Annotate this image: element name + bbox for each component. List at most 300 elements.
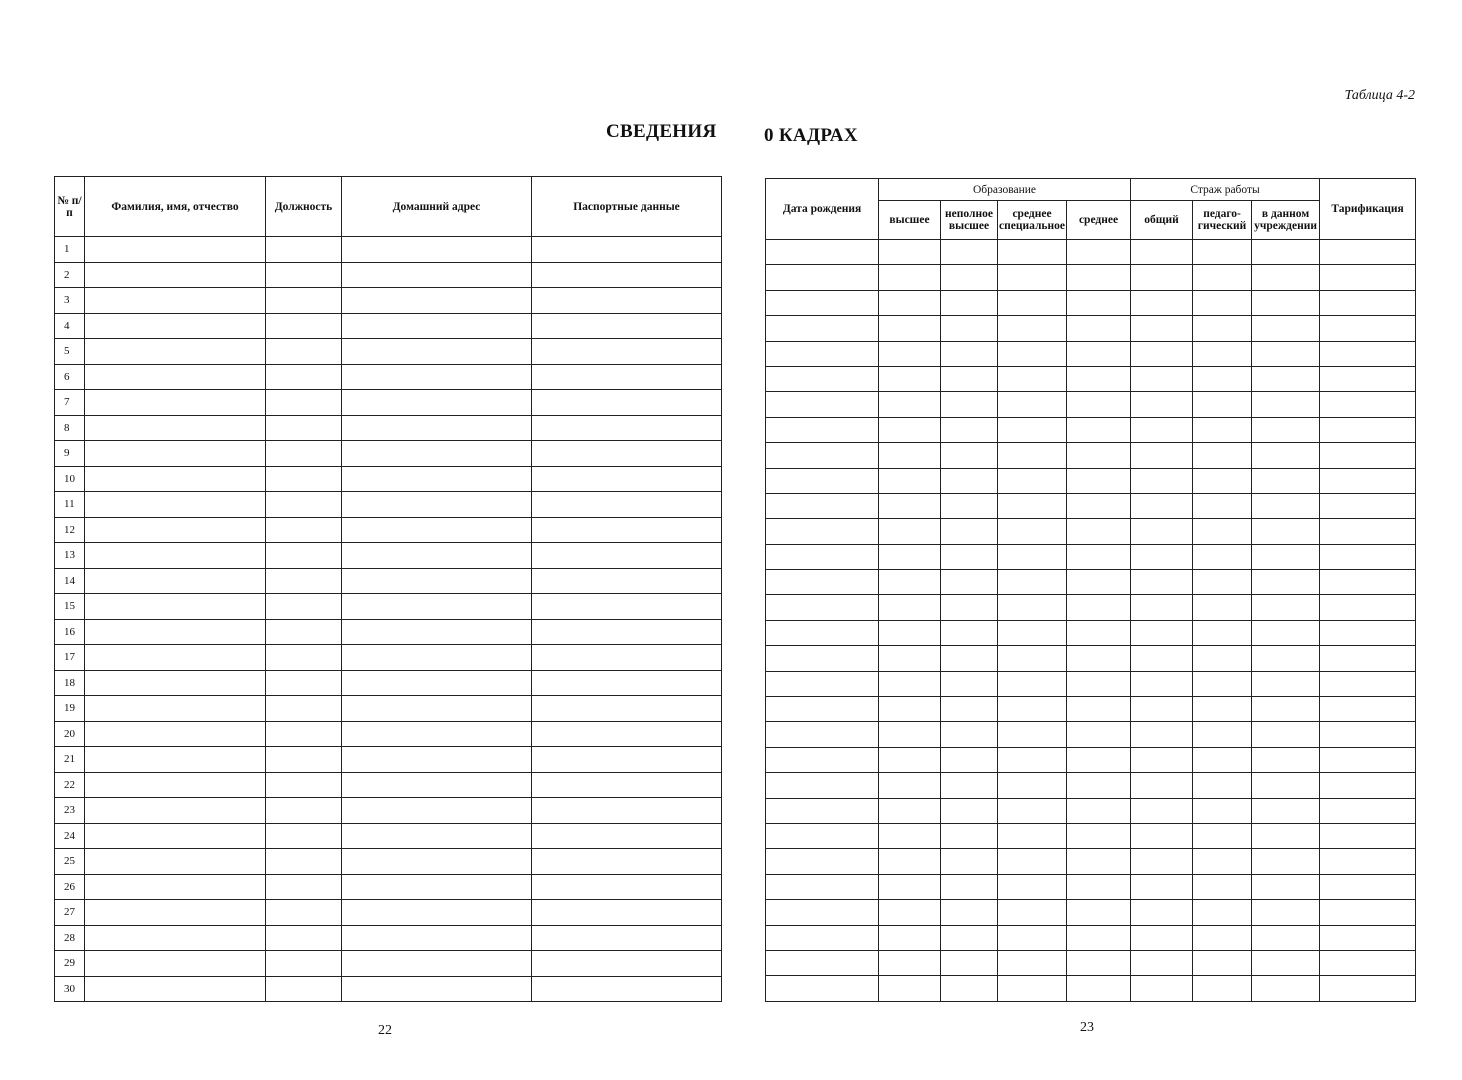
table-cell (879, 925, 941, 950)
table-cell (1320, 671, 1416, 696)
table-cell (1131, 950, 1193, 975)
table-cell (342, 823, 532, 849)
table-cell (766, 341, 879, 366)
table-cell (879, 240, 941, 265)
table-cell (1067, 341, 1131, 366)
table-cell (766, 265, 879, 290)
row-number: 28 (55, 925, 85, 951)
table-cell (266, 313, 342, 339)
table-cell (766, 290, 879, 315)
table-cell (941, 722, 998, 747)
table-cell (879, 849, 941, 874)
table-row (55, 594, 722, 620)
table-cell (766, 900, 879, 925)
table-cell (1131, 443, 1193, 468)
table-cell (1067, 265, 1131, 290)
table-cell (1067, 823, 1131, 848)
table-cell (266, 670, 342, 696)
table-cell (1252, 874, 1320, 899)
row-number: 6 (55, 364, 85, 390)
table-cell (998, 976, 1067, 1001)
col-exp-pedagogical: педаго- гический (1193, 201, 1252, 240)
table-cell (342, 976, 532, 1002)
table-cell (766, 925, 879, 950)
table-cell (1252, 823, 1320, 848)
table-cell (1131, 798, 1193, 823)
table-cell (998, 925, 1067, 950)
table-cell (1131, 316, 1193, 341)
row-number: 9 (55, 441, 85, 467)
table-row (55, 364, 722, 390)
table-cell (1131, 823, 1193, 848)
table-cell (1067, 443, 1131, 468)
table-row (766, 493, 1416, 518)
table-cell (1067, 468, 1131, 493)
table-cell (85, 619, 266, 645)
table-cell (1067, 544, 1131, 569)
table-cell (941, 925, 998, 950)
row-number: 5 (55, 339, 85, 365)
table-cell (1193, 366, 1252, 391)
table-row (55, 772, 722, 798)
table-cell (998, 493, 1067, 518)
table-cell (342, 772, 532, 798)
table-cell (532, 772, 722, 798)
table-row (55, 492, 722, 518)
table-cell (1067, 798, 1131, 823)
table-row (55, 925, 722, 951)
table-row (766, 519, 1416, 544)
personnel-table-left (54, 176, 722, 1002)
table-cell (1320, 519, 1416, 544)
table-cell (1252, 595, 1320, 620)
row-number: 10 (55, 466, 85, 492)
table-cell (766, 697, 879, 722)
table-cell (1193, 392, 1252, 417)
table-cell (1193, 265, 1252, 290)
table-cell (998, 620, 1067, 645)
table-cell (85, 568, 266, 594)
table-cell (941, 697, 998, 722)
table-cell (879, 316, 941, 341)
table-cell (266, 594, 342, 620)
table-row (766, 240, 1416, 265)
table-cell (941, 366, 998, 391)
col-birthdate-header: Дата рождения (766, 179, 879, 240)
table-cell (266, 364, 342, 390)
table-cell (879, 798, 941, 823)
table-cell (879, 773, 941, 798)
page-number-left: 22 (378, 1023, 392, 1038)
table-cell (766, 823, 879, 848)
table-cell (532, 645, 722, 671)
table-cell (1067, 366, 1131, 391)
table-row (55, 696, 722, 722)
table-row (55, 313, 722, 339)
table-cell (1131, 697, 1193, 722)
table-cell (941, 316, 998, 341)
table-cell (1320, 341, 1416, 366)
table-row (766, 468, 1416, 493)
table-cell (1320, 316, 1416, 341)
table-cell (532, 441, 722, 467)
col-edu-secondary-special: среднее специальное (998, 201, 1067, 240)
table-cell (1252, 747, 1320, 772)
table-cell (1131, 874, 1193, 899)
table-cell (1252, 468, 1320, 493)
table-cell (998, 341, 1067, 366)
table-cell (941, 900, 998, 925)
table-row (766, 366, 1416, 391)
table-cell (1320, 646, 1416, 671)
table-cell (342, 900, 532, 926)
table-cell (1252, 366, 1320, 391)
row-number: 22 (55, 772, 85, 798)
table-cell (1131, 595, 1193, 620)
table-cell (85, 721, 266, 747)
row-number: 1 (55, 237, 85, 263)
table-cell (1320, 925, 1416, 950)
table-cell (1252, 773, 1320, 798)
row-number: 20 (55, 721, 85, 747)
table-cell (532, 237, 722, 263)
table-row (766, 773, 1416, 798)
table-cell (879, 823, 941, 848)
table-cell (1131, 519, 1193, 544)
table-cell (879, 671, 941, 696)
table-row (766, 925, 1416, 950)
table-row (766, 849, 1416, 874)
table-cell (1067, 519, 1131, 544)
table-cell (1252, 265, 1320, 290)
table-cell (766, 544, 879, 569)
personnel-table-right (765, 178, 1416, 1002)
table-row (766, 570, 1416, 595)
row-number: 15 (55, 594, 85, 620)
table-cell (1252, 620, 1320, 645)
table-cell (342, 492, 532, 518)
table-cell (1252, 646, 1320, 671)
table-cell (1193, 798, 1252, 823)
table-cell (1252, 341, 1320, 366)
table-cell (1193, 240, 1252, 265)
table-cell (879, 646, 941, 671)
table-cell (1320, 620, 1416, 645)
table-cell (266, 415, 342, 441)
table-row (766, 620, 1416, 645)
table-cell (998, 570, 1067, 595)
table-cell (1252, 849, 1320, 874)
table-row (766, 443, 1416, 468)
table-cell (941, 265, 998, 290)
table-cell (879, 417, 941, 442)
table-cell (85, 798, 266, 824)
table-cell (1320, 747, 1416, 772)
table-cell (766, 747, 879, 772)
table-cell (998, 544, 1067, 569)
table-cell (1252, 493, 1320, 518)
table-row (766, 976, 1416, 1001)
row-number: 17 (55, 645, 85, 671)
table-cell (1252, 240, 1320, 265)
table-cell (532, 364, 722, 390)
table-cell (342, 721, 532, 747)
table-cell (532, 951, 722, 977)
experience-group-header: Страж работы (1131, 179, 1320, 201)
table-cell (85, 976, 266, 1002)
table-cell (879, 950, 941, 975)
table-cell (766, 570, 879, 595)
table-cell (532, 976, 722, 1002)
table-row (55, 823, 722, 849)
table-cell (1252, 697, 1320, 722)
table-cell (85, 441, 266, 467)
table-cell (532, 798, 722, 824)
table-cell (532, 696, 722, 722)
table-cell (879, 443, 941, 468)
table-cell (941, 468, 998, 493)
table-cell (1067, 620, 1131, 645)
table-row (766, 798, 1416, 823)
table-cell (342, 466, 532, 492)
table-cell (342, 594, 532, 620)
table-cell (766, 874, 879, 899)
table-cell (532, 900, 722, 926)
table-cell (879, 366, 941, 391)
table-cell (1067, 646, 1131, 671)
table-cell (532, 594, 722, 620)
col-exp-this-institution: в данном учреждении (1252, 201, 1320, 240)
table-cell (1252, 671, 1320, 696)
table-cell (1067, 697, 1131, 722)
table-cell (1193, 519, 1252, 544)
table-cell (1131, 646, 1193, 671)
table-cell (1131, 240, 1193, 265)
table-cell (266, 619, 342, 645)
table-cell (342, 441, 532, 467)
table-cell (1320, 544, 1416, 569)
table-cell (1131, 392, 1193, 417)
table-cell (532, 670, 722, 696)
table-cell (1193, 900, 1252, 925)
table-cell (1131, 773, 1193, 798)
table-cell (1320, 240, 1416, 265)
table-cell (532, 925, 722, 951)
table-cell (1131, 417, 1193, 442)
table-cell (532, 619, 722, 645)
table-cell (342, 951, 532, 977)
table-cell (766, 417, 879, 442)
table-cell (266, 390, 342, 416)
row-number: 12 (55, 517, 85, 543)
table-cell (85, 925, 266, 951)
table-cell (879, 544, 941, 569)
table-cell (266, 696, 342, 722)
table-cell (1067, 747, 1131, 772)
table-cell (342, 339, 532, 365)
table-cell (532, 313, 722, 339)
table-cell (879, 874, 941, 899)
table-cell (766, 950, 879, 975)
col-edu-higher: высшее (879, 201, 941, 240)
table-cell (266, 721, 342, 747)
table-cell (1320, 366, 1416, 391)
table-cell (766, 493, 879, 518)
table-cell (1067, 950, 1131, 975)
table-cell (1193, 443, 1252, 468)
table-cell (1193, 290, 1252, 315)
row-number: 23 (55, 798, 85, 824)
table-cell (532, 466, 722, 492)
table-row (766, 544, 1416, 569)
table-cell (998, 874, 1067, 899)
table-cell (532, 721, 722, 747)
table-cell (1320, 595, 1416, 620)
table-cell (266, 339, 342, 365)
table-cell (266, 288, 342, 314)
table-cell (266, 798, 342, 824)
table-cell (998, 950, 1067, 975)
table-cell (1320, 265, 1416, 290)
table-cell (998, 595, 1067, 620)
table-row (55, 951, 722, 977)
table-cell (532, 415, 722, 441)
table-cell (1320, 798, 1416, 823)
table-cell (266, 747, 342, 773)
table-cell (1067, 900, 1131, 925)
table-cell (266, 237, 342, 263)
table-cell (85, 262, 266, 288)
table-cell (342, 670, 532, 696)
table-cell (941, 950, 998, 975)
table-cell (766, 620, 879, 645)
table-cell (1193, 544, 1252, 569)
table-cell (1067, 925, 1131, 950)
table-cell (766, 240, 879, 265)
table-cell (342, 288, 532, 314)
table-cell (1067, 874, 1131, 899)
table-cell (85, 313, 266, 339)
table-cell (1131, 493, 1193, 518)
table-cell (1131, 747, 1193, 772)
table-cell (941, 823, 998, 848)
table-row (766, 316, 1416, 341)
table-cell (1131, 290, 1193, 315)
table-cell (766, 519, 879, 544)
table-cell (1067, 722, 1131, 747)
table-cell (941, 341, 998, 366)
table-cell (1252, 925, 1320, 950)
table-cell (998, 290, 1067, 315)
table-cell (998, 747, 1067, 772)
table-cell (998, 798, 1067, 823)
table-cell (266, 517, 342, 543)
table-cell (85, 288, 266, 314)
table-cell (879, 290, 941, 315)
table-row (766, 697, 1416, 722)
table-cell (1131, 544, 1193, 569)
table-cell (1252, 316, 1320, 341)
table-cell (1131, 976, 1193, 1001)
table-cell (85, 466, 266, 492)
table-cell (766, 366, 879, 391)
table-cell (85, 747, 266, 773)
table-cell (342, 619, 532, 645)
table-cell (85, 390, 266, 416)
table-row (55, 619, 722, 645)
table-row (766, 900, 1416, 925)
row-number: 3 (55, 288, 85, 314)
table-cell (1193, 646, 1252, 671)
table-cell (941, 595, 998, 620)
table-cell (1067, 773, 1131, 798)
table-row (55, 237, 722, 263)
table-cell (879, 468, 941, 493)
table-row (55, 670, 722, 696)
table-cell (85, 543, 266, 569)
table-row (766, 671, 1416, 696)
table-cell (532, 339, 722, 365)
table-row (766, 722, 1416, 747)
table-cell (85, 364, 266, 390)
table-cell (1252, 570, 1320, 595)
table-cell (85, 772, 266, 798)
table-cell (532, 747, 722, 773)
col-passport-header: Паспортные данные (532, 177, 722, 237)
table-cell (1252, 900, 1320, 925)
table-cell (1320, 290, 1416, 315)
table-cell (1193, 747, 1252, 772)
table-cell (766, 595, 879, 620)
table-cell (941, 570, 998, 595)
table-row (55, 288, 722, 314)
row-number: 26 (55, 874, 85, 900)
table-cell (879, 265, 941, 290)
table-cell (1131, 722, 1193, 747)
table-cell (1252, 290, 1320, 315)
table-cell (879, 900, 941, 925)
row-number: 19 (55, 696, 85, 722)
table-row (55, 390, 722, 416)
table-cell (766, 316, 879, 341)
table-cell (266, 466, 342, 492)
table-cell (766, 392, 879, 417)
table-cell (342, 925, 532, 951)
table-cell (879, 570, 941, 595)
table-row (55, 874, 722, 900)
table-cell (1320, 900, 1416, 925)
education-group-header: Образование (879, 179, 1131, 201)
table-cell (879, 697, 941, 722)
table-row (766, 595, 1416, 620)
table-cell (1067, 240, 1131, 265)
table-row (55, 568, 722, 594)
table-cell (85, 849, 266, 875)
table-cell (1067, 976, 1131, 1001)
table-cell (879, 976, 941, 1001)
table-cell (998, 849, 1067, 874)
table-cell (1193, 671, 1252, 696)
row-number: 2 (55, 262, 85, 288)
table-cell (342, 543, 532, 569)
row-number: 11 (55, 492, 85, 518)
table-cell (941, 798, 998, 823)
table-row (55, 645, 722, 671)
table-cell (85, 237, 266, 263)
table-cell (342, 747, 532, 773)
table-row (55, 900, 722, 926)
table-cell (879, 392, 941, 417)
